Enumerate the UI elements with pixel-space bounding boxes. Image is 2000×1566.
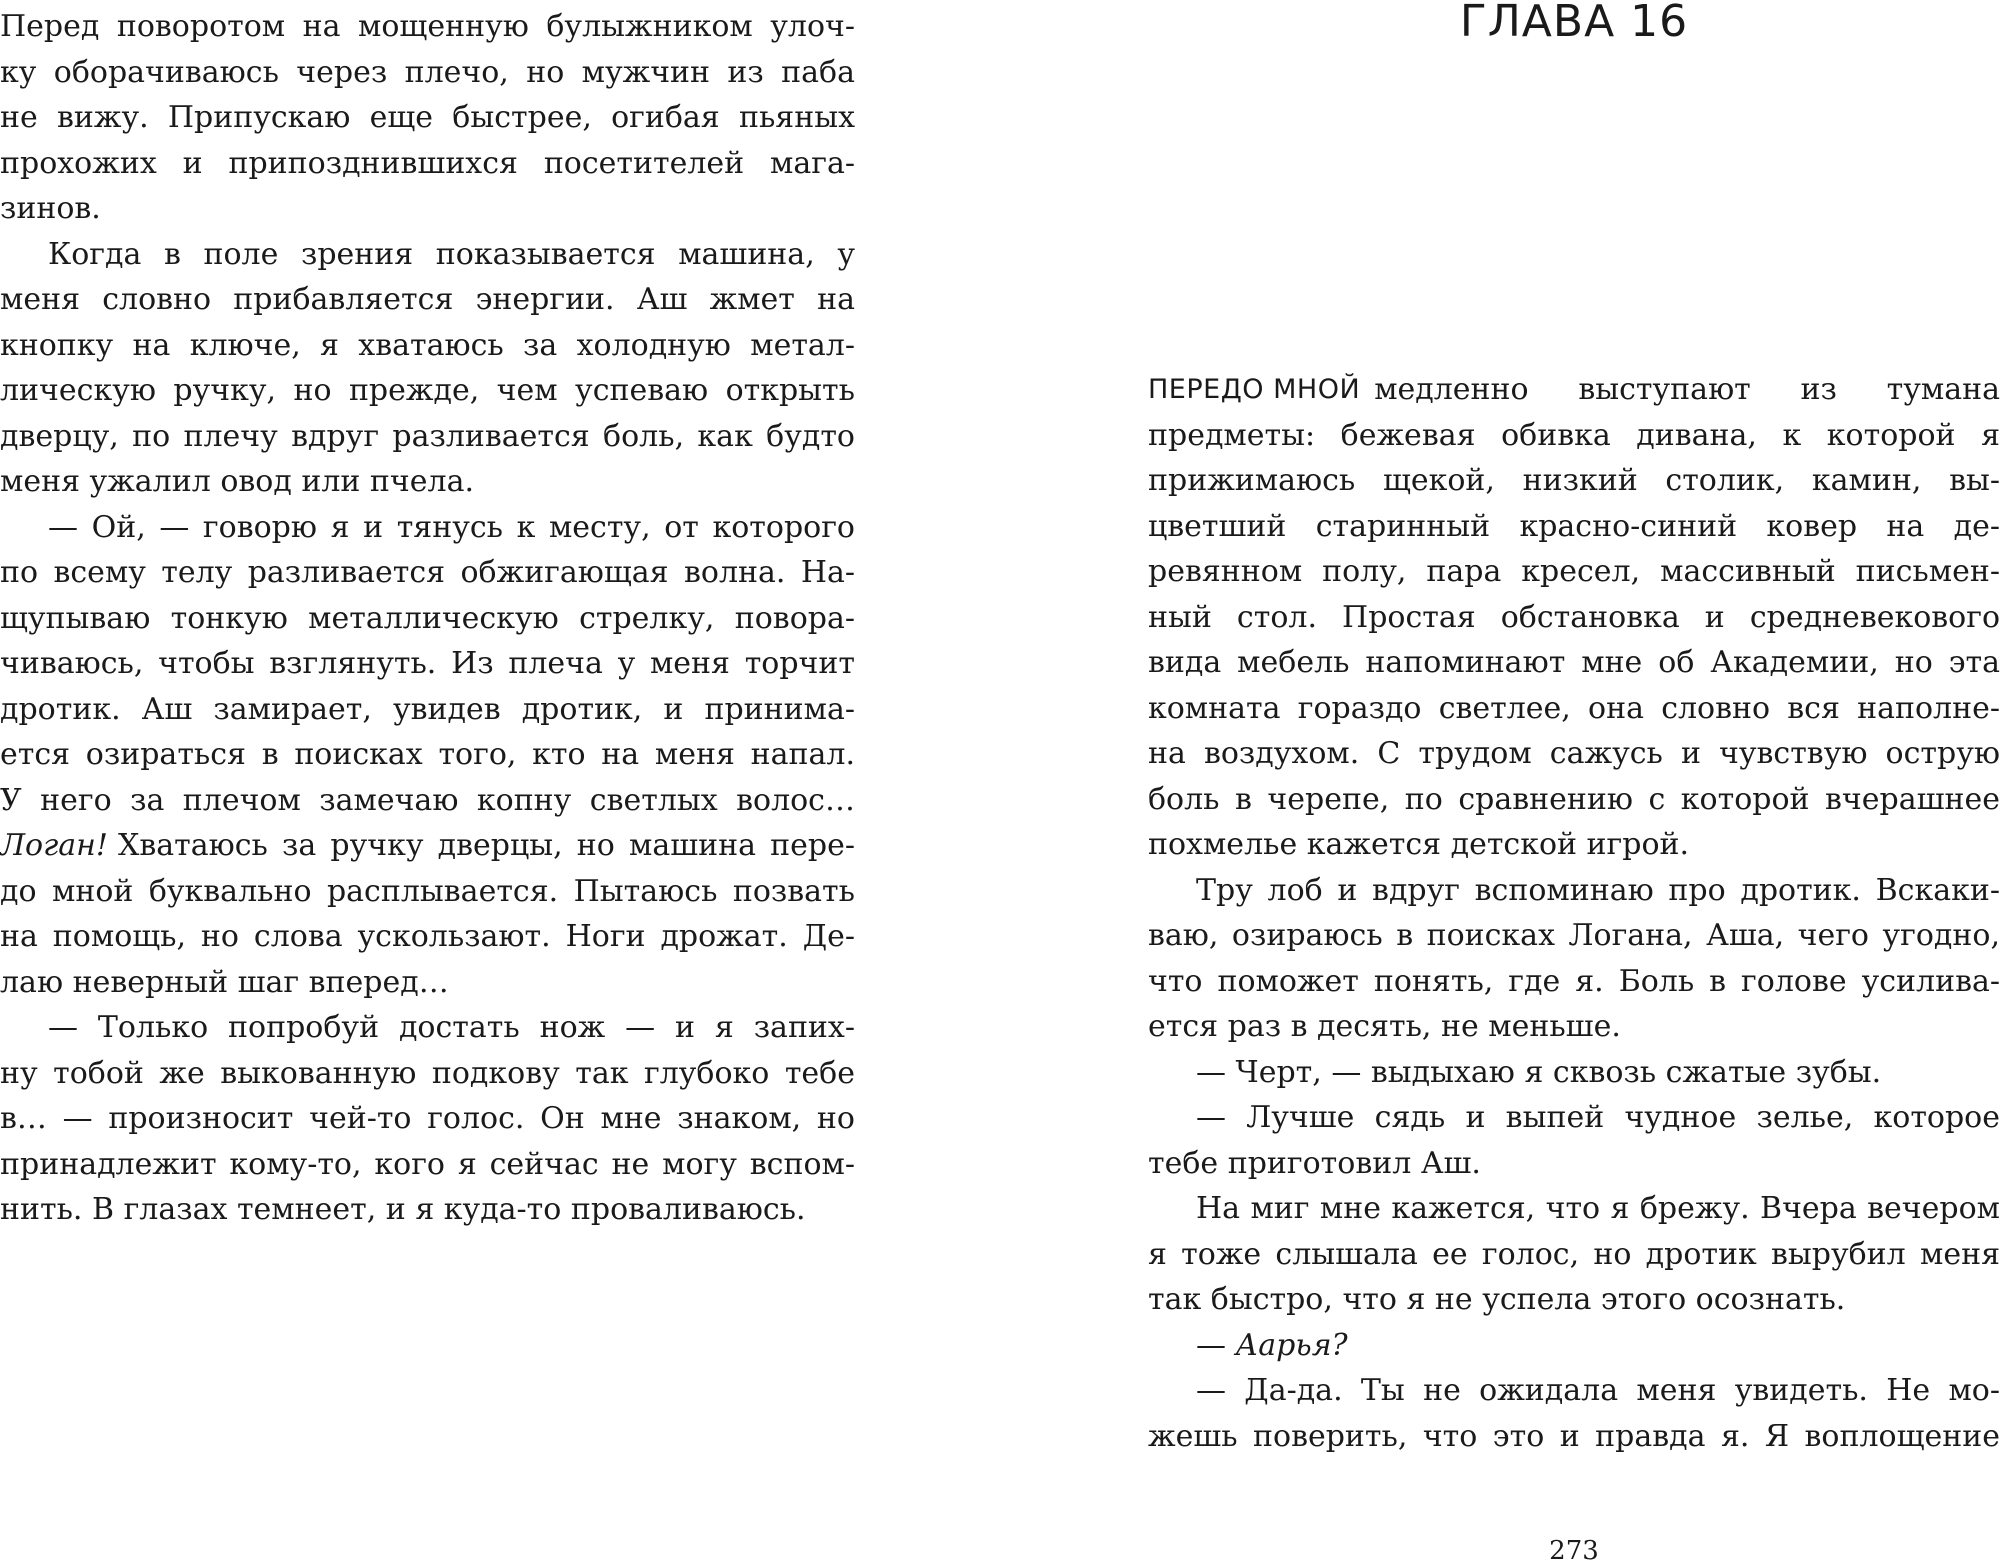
text-line: лаю неверный шаг вперед… (0, 964, 449, 1000)
text-line-with-italic (0, 823, 855, 869)
text-line: на помощь, но слова ускользают. Ноги дрожат. Де- (0, 919, 855, 954)
text-line: меня словно прибавляется энергии. Аш жмет на (0, 282, 855, 317)
text-line: тебе приготовил Аш. (1148, 1145, 1481, 1181)
italic-name-logan: Логан! (0, 828, 108, 863)
text-line: прохожих и припозднившихся посетителей мага- (0, 145, 855, 181)
text-line: дверцу, по плечу вдруг разливается боль, как будто (0, 418, 855, 454)
text-line: не вижу. Припускаю еще быстрее, огибая пьяных (0, 100, 855, 135)
text-line: Перед поворотом на мощенную булыжником улоч- (0, 9, 855, 44)
text-line: ваю, озираюсь в поисках Логана, Аша, чего угодно, (1148, 918, 2000, 953)
dash: — (1196, 1327, 1236, 1363)
text-line: ется озираться в поисках того, кто на меня напал. (0, 737, 855, 772)
text-line: похмелье кажется детской игрой. (1148, 827, 1690, 862)
text-line: Тру лоб и вдруг вспоминаю про дротик. Вскаки- (1196, 872, 2000, 908)
text-line: ный стол. Простая обстановка и средневекового (1148, 599, 2000, 635)
text-line: лическую ручку, но прежде, чем успеваю открыть (0, 373, 855, 408)
text-line: ется раз в десять, не меньше. (1148, 1009, 1621, 1044)
text-line-rest: медленно выступают из тумана (1374, 372, 2000, 407)
text-line: дротик. Аш замирает, увидев дротик, и принима- (0, 691, 855, 727)
text-line: На миг мне кажется, что я брежу. Вчера вечером (1196, 1191, 2000, 1226)
text-line: я тоже слышала ее голос, но дротик вырубил меня (1148, 1236, 2000, 1272)
text-line-rest: Хватаюсь за ручку дверцы, но машина пере- (117, 828, 855, 863)
text-line: принадлежит кому-то, кого я сейчас не могу вспом- (0, 1146, 855, 1182)
text-line: — Да-да. Ты не ожидала меня увидеть. Не мо- (1196, 1373, 2000, 1408)
text-line: щупываю тонкую металлическую стрелку, повора- (0, 600, 855, 636)
text-line: вида мебель напоминают мне об Академии, но эта (1148, 645, 2000, 680)
opening-caps: ПЕРЕДО МНОЙ (1148, 374, 1361, 405)
text-line: прижимаюсь щекой, низкий столик, камин, вы- (1148, 463, 2000, 498)
text-line: У него за плечом замечаю копну светлых волос… (0, 782, 855, 818)
text-line: — Лучше сядь и выпей чудное зелье, которое (1196, 1100, 2000, 1135)
text-line: до мной буквально расплывается. Пытаюсь позвать (0, 873, 855, 909)
text-line: кнопку на ключе, я хватаюсь за холодную метал- (0, 327, 855, 363)
right-page-text (1148, 367, 2000, 1459)
chapter-title: ГЛАВА 16 (1459, 0, 1689, 47)
text-line: боль в черепе, по сравнению с которой вчерашнее (1148, 781, 2000, 817)
text-line: ну тобой же выкованную подкову так глубоко тебе (0, 1055, 855, 1091)
text-line-with-caps (1148, 367, 2000, 413)
text-line: на воздухом. С трудом сажусь и чувствую острую (1148, 736, 2000, 771)
text-line: — Черт, — выдыхаю я сквозь сжатые зубы. (1196, 1054, 1882, 1090)
text-line: — Ой, — говорю я и тянусь к месту, от которого (48, 509, 855, 545)
text-line: комната гораздо светлее, она словно вся наполне- (1148, 690, 2000, 726)
text-line: что поможет понять, где я. Боль в голове усилива- (1148, 963, 2000, 999)
text-line: Когда в поле зрения показывается машина, у (48, 236, 855, 272)
page-number: 273 (1549, 1536, 1599, 1566)
text-line: по всему телу разливается обжигающая волна. На- (0, 555, 855, 590)
text-line: так быстро, что я не успела этого осознать. (1148, 1282, 1846, 1317)
text-line: нить. В глазах темнеет, и я куда-то проваливаюсь. (0, 1192, 806, 1227)
text-line: — Только попробуй достать нож — и я запих- (48, 1010, 855, 1045)
left-page-text (0, 4, 855, 1233)
text-line-with-italic (1148, 1323, 2000, 1369)
text-line: ку оборачиваюсь через плечо, но мужчин из паба (0, 54, 855, 90)
text-line: зинов. (0, 191, 101, 226)
italic-name-aarya: Аарья? (1235, 1327, 1348, 1363)
text-line: жешь поверить, что это и правда я. Я воплощение (1148, 1418, 2000, 1454)
text-line: ревянном полу, пара кресел, массивный письмен- (1148, 554, 2000, 589)
text-line: цветший старинный красно-синий ковер на де- (1148, 508, 2000, 544)
text-line: меня ужалил овод или пчела. (0, 464, 474, 499)
text-line: чиваюсь, чтобы взглянуть. Из плеча у меня торчит (0, 646, 855, 681)
text-line: предметы: бежевая обивка дивана, к которой я (1148, 417, 2000, 453)
text-line: в… — произносит чей-то голос. Он мне знаком, но (0, 1101, 855, 1136)
